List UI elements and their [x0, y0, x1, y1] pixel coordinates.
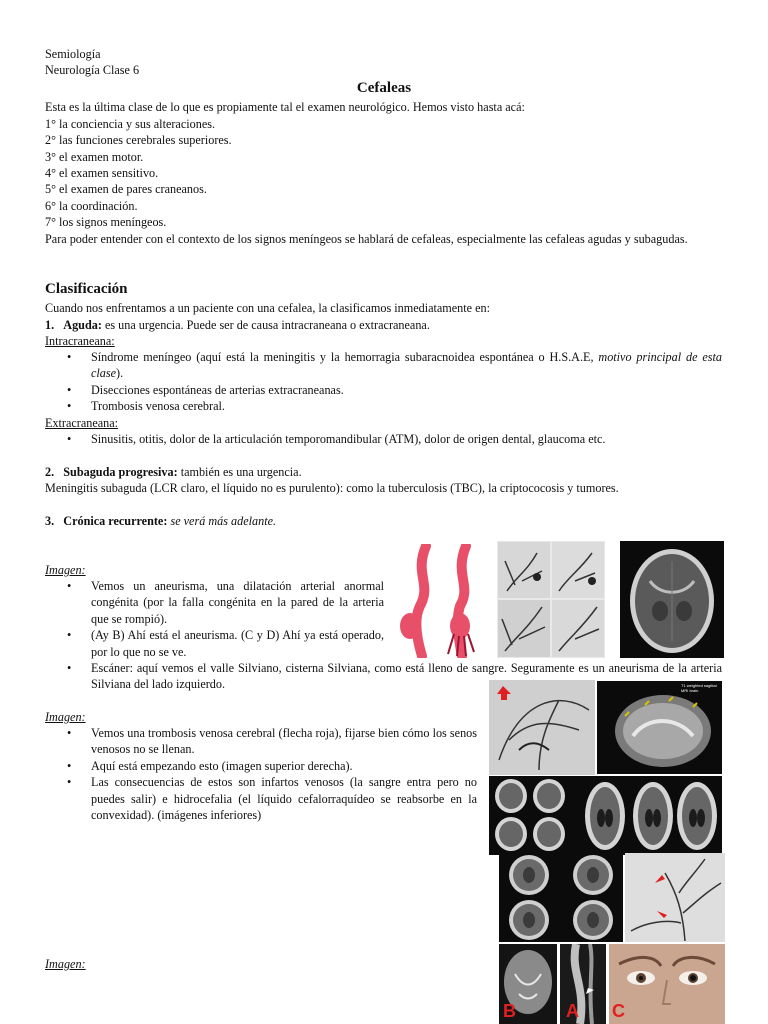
section-heading: Clasificación — [45, 281, 128, 297]
aneurysm-illustration — [396, 544, 492, 658]
list-item: • Trombosis venosa cerebral. — [45, 398, 722, 414]
aguda-number: 1. — [45, 318, 55, 332]
intro-item: 5° el examen de pares craneanos. — [45, 182, 207, 196]
cronica-label: Crónica recurrente: — [63, 514, 168, 528]
subaguda-label: Subaguda progresiva: — [63, 465, 178, 479]
class-name: Neurología Clase 6 — [45, 63, 140, 77]
intro-item: 4° el examen sensitivo. — [45, 166, 159, 180]
face-photo-image — [609, 944, 725, 1024]
cronica-item — [45, 513, 276, 529]
carotid-angiogram-image — [560, 944, 606, 1024]
intracraneana-list — [45, 349, 722, 415]
list-item: • Sinusitis, otitis, dolor de la articulación temporomandibular (ATM), dolor de origen dental, glaucoma etc. — [45, 431, 722, 447]
imagen1-list — [45, 578, 384, 660]
list-item-italic: motivo principal de esta clase — [91, 350, 723, 381]
angiogram-grid — [497, 541, 605, 658]
intro-closing: Para poder entender con el contexto de los signos meníngeos se hablará de cefaleas, especialmente las cefaleas agudas y subagudas. — [45, 232, 688, 246]
intro-item: 2° las funciones cerebrales superiores. — [45, 133, 232, 147]
image-caption: Imagen: — [45, 563, 86, 577]
figure-letter-c: C — [612, 1001, 625, 1021]
intro-item: 3° el examen motor. — [45, 150, 144, 164]
cronica-number: 3. — [45, 514, 55, 528]
subaguda-number: 2. — [45, 465, 55, 479]
figure-letter-b: B — [503, 1001, 516, 1021]
red-arrow-icon — [657, 911, 667, 918]
list-item: • Aquí está empezando esto (imagen superior derecha). — [45, 758, 477, 774]
subaguda-text: también es una urgencia. — [177, 465, 302, 479]
intracraneana-label: Intracraneana: — [45, 334, 115, 348]
list-item: • Las consecuencias de estos son infartos venosos (la sangre entra pero no puedes salir) e hidrocefalia (el líquido cefalorraquídeo se reabsorbe en la convexidad). (imágenes inferiores) — [45, 774, 477, 823]
intro-item: 6° la coordinación. — [45, 199, 138, 213]
image-caption: Imagen: — [45, 957, 86, 971]
page-title: Cefaleas — [356, 80, 412, 96]
imagen2-list — [45, 725, 477, 823]
extracraneana-list — [45, 431, 722, 447]
sagittal-mri-image — [597, 681, 722, 774]
intro-item: 7° los signos meníngeos. — [45, 215, 167, 229]
aguda-label: Aguda: — [63, 318, 102, 332]
list-item: • Escáner: aquí vemos el valle Silviano, cisterna Silviana, como está lleno de sangre. Seguramente es un aneurisma de la arteria Silviana del lado izquierdo. — [45, 660, 722, 693]
clasificacion-lead: Cuando nos enfrentamos a un paciente con una cefalea, la clasificamos inmediatamente en: — [45, 301, 490, 315]
aguda-item — [45, 317, 430, 333]
cronica-text: se verá más adelante. — [167, 514, 277, 528]
list-item: • Disecciones espontáneas de arterias extracraneanas. — [45, 382, 722, 398]
ct-grid-image — [489, 776, 722, 855]
course-name: Semiología — [45, 47, 101, 61]
list-item: • Vemos un aneurisma, una dilatación arterial anormal congénita (por la falla congénita en la pared de la arteria que se rompió). — [45, 578, 384, 627]
mri-note: T1 weighted sagittal MRI brain — [681, 683, 717, 693]
list-item-end: ). — [116, 366, 124, 381]
intro-lead: Esta es la última clase de lo que es propiamente tal el examen neurológico. Hemos visto hasta acá: — [45, 100, 525, 114]
list-item — [45, 349, 722, 382]
extracraneana-label: Extracraneana: — [45, 416, 119, 430]
red-arrow-icon — [655, 875, 665, 883]
red-arrow-icon — [497, 686, 511, 700]
intro-item: 1° la conciencia y sus alteraciones. — [45, 117, 216, 131]
figure-letter-a: A — [566, 1001, 579, 1021]
cerebral-angiogram-image — [625, 853, 725, 942]
image-caption: Imagen: — [45, 710, 86, 724]
list-item: • Vemos una trombosis venosa cerebral (flecha roja), fijarse bien cómo los senos venosos no se llenan. — [45, 725, 477, 758]
ct-scan-grid-image — [499, 853, 623, 942]
subaguda-detail: Meningitis subaguda (LCR claro, el líquido no es purulento): como la tuberculosis (TBC), la criptococosis y tumores. — [45, 481, 619, 495]
mri-axial-image — [499, 944, 557, 1024]
list-item: • (Ay B) Ahí está el aneurisma. (C y D) Ahí ya está operado, por lo que no se ve. — [45, 627, 384, 660]
aguda-text: es una urgencia. Puede ser de causa intracraneana o extracraneana. — [101, 318, 430, 332]
venous-angiogram-image — [489, 680, 595, 775]
ct-scan-image — [620, 541, 724, 658]
list-item-text: Síndrome meníngeo (aquí está la meningitis y la hemorragia subaracnoidea espontánea o H.S.A.E, — [91, 350, 599, 364]
subaguda-item — [45, 464, 302, 480]
